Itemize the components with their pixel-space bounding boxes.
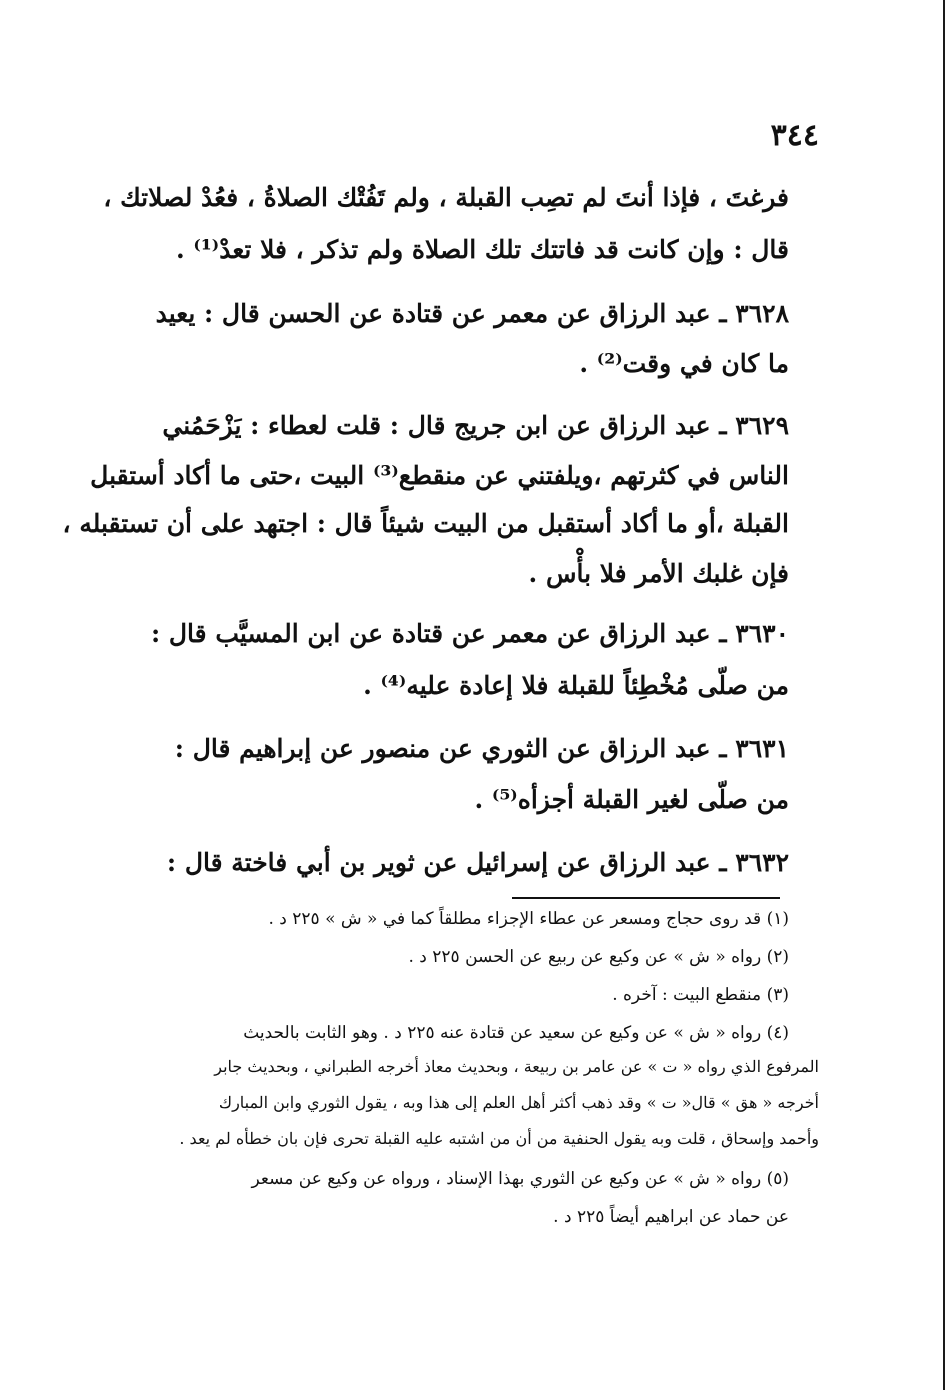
hadith-3630-line: من صلّى مُخْطِئاً للقبلة فلا إعادة عليه⁽⁴⁾ .: [363, 671, 789, 700]
hadith-3631-line: من صلّى لغير القبلة أجزأه⁽⁵⁾ .: [474, 785, 789, 814]
footnote-line: المرفوع الذي رواه « ت » عن عامر بن ربيعة ، وبحديث معاذ أخرجه الطبراني ، وبحديث جابر: [214, 1057, 819, 1076]
hadith-3629-line: الناس في كثرتهم ،ويلفتني عن منقطع⁽³⁾ البيت ،حتى ما أكاد أستقبل: [90, 461, 789, 490]
hadith-3632-line: ٣٦٣٢ ـ عبد الرزاق عن إسرائيل عن ثوير بن أبي فاختة قال :: [166, 848, 789, 877]
page-number: ٣٤٤: [770, 118, 819, 153]
hadith-3628-line: ٣٦٢٨ ـ عبد الرزاق عن معمر عن قتادة عن الحسن قال : يعيد: [155, 299, 789, 328]
footnote-line: (١) قد روى حجاج ومسعر عن عطاء الإجزاء مطلقاً كما في « ش » ٢٢٥ د .: [268, 909, 789, 929]
hadith-3629-line: ٣٦٢٩ ـ عبد الرزاق عن ابن جريج قال : قلت لعطاء : يَزْحَمُني: [162, 411, 789, 440]
hadith-3628-line: ما كان في وقت⁽²⁾ .: [579, 349, 789, 378]
footnote-divider: [512, 897, 780, 899]
hadith-3629-line: فإن غلبك الأمر فلا بأْس .: [528, 559, 789, 588]
footnote-line: (٢) رواه « ش » عن وكيع عن ربيع عن الحسن ٢٢٥ د .: [408, 947, 789, 967]
footnote-line: (٣) منقطع البيت : آخره .: [612, 985, 789, 1005]
page-edge-line: [943, 0, 945, 1390]
hadith-3631-line: ٣٦٣١ ـ عبد الرزاق عن الثوري عن منصور عن إبراهيم قال :: [174, 734, 789, 763]
footnote-line: أخرجه « هق » قال« ت » وقد ذهب أكثر أهل العلم إلى هذا وبه ، يقول الثوري وابن المبارك: [218, 1093, 819, 1112]
footnote-line: (٥) رواه « ش » عن وكيع عن الثوري بهذا الإسناد ، ورواه عن وكيع عن مسعر: [251, 1169, 789, 1189]
hadith-3630-line: ٣٦٣٠ ـ عبد الرزاق عن معمر عن قتادة عن ابن المسيَّب قال :: [150, 619, 789, 648]
footnote-line: عن حماد عن ابراهيم أيضاً ٢٢٥ د .: [553, 1207, 789, 1227]
footnote-line: وأحمد وإسحاق ، قلت وبه يقول الحنفية من أن من اشتبه عليه القبلة تحرى فإن بان خطأه لم يعد .: [179, 1129, 819, 1148]
hadith-3629-line: القبلة ،أو ما أكاد أستقبل من البيت شيئاً قال : اجتهد على أن تستقبله ،: [62, 509, 789, 538]
body-line: فرغتَ ، فإذا أنتَ لم تصِب القبلة ، ولم تَفُتْك الصلاةُ ، فعُدْ لصلاتك ،: [103, 183, 789, 212]
footnote-line: (٤) رواه « ش » عن وكيع عن سعيد عن قتادة عنه ٢٢٥ د . وهو الثابت بالحديث: [243, 1023, 789, 1043]
body-line: قال : وإن كانت قد فاتتك تلك الصلاة ولم تذكر ، فلا تعدْ⁽¹⁾ .: [175, 235, 789, 264]
